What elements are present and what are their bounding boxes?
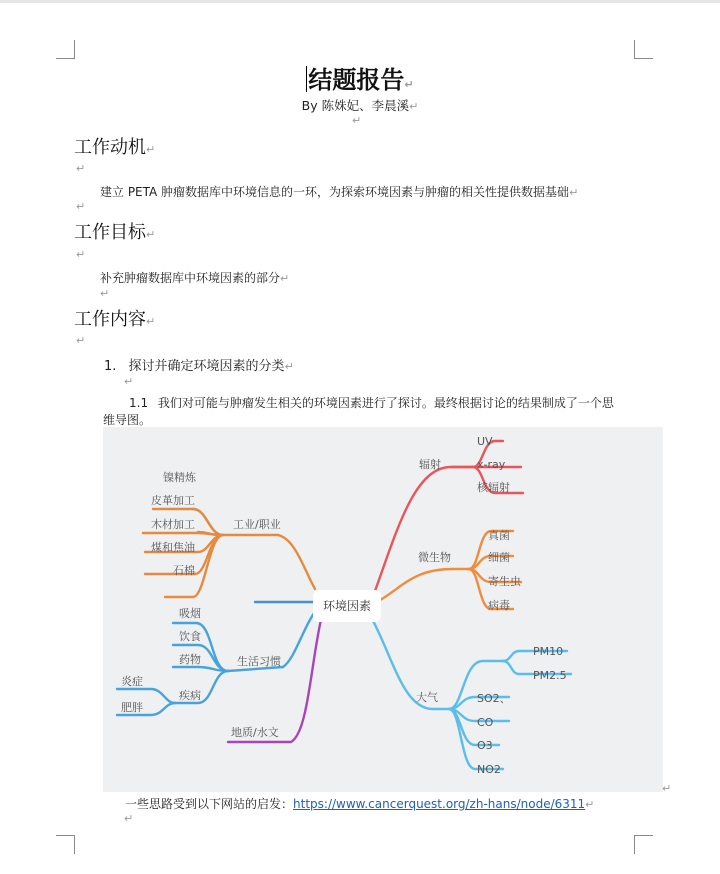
motivation-text-line[interactable] bbox=[100, 183, 578, 200]
node-fungi: 真菌 bbox=[488, 529, 510, 542]
center-node: 环境因素 bbox=[322, 599, 372, 613]
goal-text-line[interactable] bbox=[100, 269, 289, 286]
paragraph-mark: ↵ bbox=[409, 100, 419, 113]
footer-line[interactable] bbox=[125, 795, 594, 812]
node-no2: NO2 bbox=[477, 763, 501, 776]
page-top-border bbox=[0, 0, 720, 3]
paragraph-mark: ↵ bbox=[76, 200, 86, 213]
paragraph-mark: ↵ bbox=[76, 248, 86, 261]
node-nickel-refining: 镍精炼 bbox=[163, 471, 196, 484]
heading-goal-line[interactable] bbox=[74, 218, 155, 244]
link-center-industry bbox=[278, 535, 315, 589]
link-center-microbe bbox=[377, 569, 469, 602]
document-title-line[interactable] bbox=[0, 60, 720, 95]
margin-corner-bottom-left bbox=[56, 835, 75, 854]
paragraph-mark: ↵ bbox=[284, 360, 294, 373]
document-title[interactable]: 结题报告 bbox=[308, 66, 405, 94]
link-center-lifestyle bbox=[283, 609, 317, 667]
node-pm25: PM2.5 bbox=[533, 669, 567, 682]
node-inflammation: 炎症 bbox=[121, 675, 143, 688]
node-coal-tar: 煤和焦油 bbox=[151, 541, 195, 554]
motivation-text[interactable]: 建立 PETA 肿瘤数据库中环境信息的一环，为探索环境因素与肿瘤的相关性提供数据基础 bbox=[100, 185, 570, 199]
paragraph-mark: ↵ bbox=[146, 143, 156, 156]
heading-motivation[interactable]: 工作动机 bbox=[74, 137, 146, 158]
paragraph-mark: ↵ bbox=[76, 162, 86, 175]
reference-link[interactable]: https://www.cancerquest.org/zh-hans/node/6311 bbox=[293, 797, 586, 811]
sublist-item-1-1-continuation[interactable]: 维导图。 bbox=[103, 413, 152, 427]
node-drugs: 药物 bbox=[179, 653, 201, 666]
paragraph-mark: ↵ bbox=[280, 272, 290, 285]
paragraph-mark: ↵ bbox=[124, 812, 134, 825]
sublist-item-1-1-text[interactable]: 我们对可能与肿瘤发生相关的环境因素进行了探讨。最终根据讨论的结果制成了一个思 bbox=[157, 396, 614, 410]
paragraph-mark: ↵ bbox=[146, 315, 156, 328]
heading-goal[interactable]: 工作目标 bbox=[74, 222, 146, 243]
node-lifestyle: 生活习惯 bbox=[237, 655, 281, 668]
node-leather-processing: 皮革加工 bbox=[151, 494, 195, 507]
paragraph-mark: ↵ bbox=[569, 186, 579, 199]
node-microbe: 微生物 bbox=[418, 551, 451, 564]
node-smoking: 吸烟 bbox=[179, 607, 201, 620]
sublist-item-1-1-number: 1.1 bbox=[129, 396, 149, 410]
paragraph-mark: ↵ bbox=[404, 78, 414, 91]
node-virus: 病毒 bbox=[488, 599, 510, 612]
node-nuclear-radiation: 核辐射 bbox=[477, 481, 510, 494]
paragraph-mark: ↵ bbox=[146, 228, 156, 241]
margin-corner-bottom-right bbox=[634, 835, 653, 854]
margin-corner-top-left bbox=[56, 40, 75, 59]
list-item-1[interactable] bbox=[104, 355, 294, 374]
heading-content[interactable]: 工作内容 bbox=[74, 309, 146, 330]
goal-text[interactable]: 补充肿瘤数据库中环境因素的部分 bbox=[100, 271, 281, 285]
byline[interactable]: By 陈姝妃、李晨溪 bbox=[301, 98, 410, 113]
node-xray: x-ray bbox=[477, 458, 506, 471]
margin-corner-top-right bbox=[634, 40, 653, 59]
byline-line[interactable] bbox=[0, 96, 720, 114]
paragraph-mark: ↵ bbox=[76, 334, 86, 347]
node-co: CO bbox=[477, 716, 494, 729]
list-item-1-text[interactable]: 探讨并确定环境因素的分类 bbox=[128, 359, 285, 374]
node-bacteria: 细菌 bbox=[488, 551, 510, 564]
node-parasite: 寄生虫 bbox=[488, 575, 521, 588]
node-wood-processing: 木材加工 bbox=[151, 518, 195, 531]
paragraph-mark: ↵ bbox=[352, 114, 362, 127]
node-industry: 工业/职业 bbox=[233, 518, 281, 531]
sublist-item-1-1[interactable] bbox=[129, 394, 614, 411]
node-radiation: 辐射 bbox=[419, 458, 441, 471]
paragraph-mark: ↵ bbox=[585, 798, 595, 811]
node-pm10: PM10 bbox=[533, 645, 564, 658]
paragraph-mark: ↵ bbox=[124, 375, 134, 388]
mind-map bbox=[103, 427, 663, 792]
node-so2: SO2、 bbox=[477, 692, 511, 705]
node-geology: 地质/水文 bbox=[231, 726, 279, 739]
node-asbestos: 石棉 bbox=[173, 564, 195, 577]
node-air: 大气 bbox=[416, 691, 438, 704]
paragraph-mark: ↵ bbox=[662, 782, 672, 795]
node-disease: 疾病 bbox=[179, 689, 201, 702]
node-uv: UV bbox=[477, 435, 493, 448]
mind-map-image bbox=[103, 427, 663, 792]
heading-motivation-line[interactable] bbox=[74, 133, 155, 159]
link-air-4 bbox=[449, 709, 503, 769]
heading-content-line[interactable] bbox=[74, 305, 155, 331]
paragraph-mark: ↵ bbox=[100, 287, 110, 300]
link-center-geology bbox=[228, 611, 323, 742]
node-obesity: 肥胖 bbox=[121, 701, 143, 714]
node-o3: O3 bbox=[477, 739, 493, 752]
list-item-1-number: 1. bbox=[104, 359, 117, 374]
footer-text[interactable]: 一些思路受到以下网站的启发： bbox=[125, 797, 294, 811]
node-diet: 饮食 bbox=[179, 630, 201, 643]
